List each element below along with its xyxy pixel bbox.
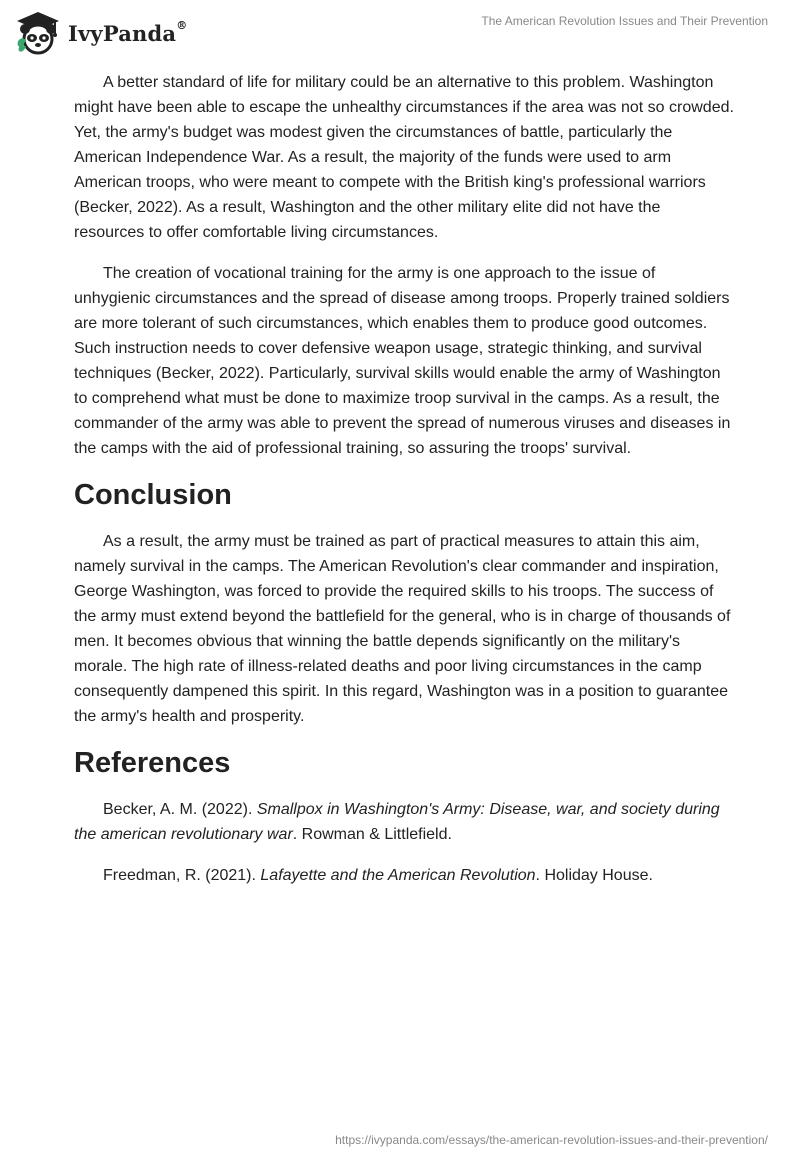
body-paragraph: A better standard of life for military could be an alternative to this problem. Washington might have been able to escape the unhealthy circumstances if the area was not so crowded. Yet, the army's budget was modest given the circumstances of battle, particularly the American Independence War. As a result, the majority of the funds were used to arm American troops, who were meant to compete with the British king's professional warriors (Becker, 2022). As a result, Washington and the other military elite did not have the resources to offer comfortable living circumstances. [74,74,734,241]
essay-content [74,70,734,904]
conclusion-paragraph: As a result, the army must be trained as part of practical measures to attain this aim, namely survival in the camps. The American Revolution's clear commander and inspiration, George Washington, was forced to provide the required skills to his troops. The success of the army must extend beyond the battlefield for the general, who is in charge of thousands of men. It becomes obvious that winning the battle depends significantly on the military's morale. The high rate of illness-related deaths and poor living circumstances in the camp consequently dampened this spirit. In this regard, Washington was in a position to guarantee the army's health and prosperity. [74,533,731,725]
document-title: The American Revolution Issues and Their Prevention [481,14,768,28]
ivypanda-logo[interactable] [14,8,214,58]
brand-name: IvyPanda® [68,18,188,46]
reference-item: Becker, A. M. (2022). Smallpox in Washington's Army: Disease, war, and society during the american revolutionary war. Rowman & Littlefield. [74,801,720,843]
panda-graduate-icon [14,10,62,56]
reference-item: Freedman, R. (2021). Lafayette and the American Revolution. Holiday House. [103,867,653,884]
page-header [0,0,800,60]
references-heading: References [74,747,231,779]
body-paragraph: The creation of vocational training for the army is one approach to the issue of unhygienic circumstances and the spread of disease among troops. Properly trained soldiers are more tolerant of such circumstances, which enables them to produce good outcomes. Such instruction needs to cover defensive weapon usage, strategic thinking, and survival techniques (Becker, 2022). Particularly, survival skills would enable the army of Washington to comprehend what must be done to maximize troop survival in the camps. As a result, the commander of the army was able to prevent the spread of numerous viruses and diseases in the camps with the aid of professional training, so assuring the troops' survival. [74,265,731,457]
registered-mark: ® [176,18,188,32]
source-url[interactable]: https://ivypanda.com/essays/the-american-revolution-issues-and-their-prevention/ [335,1133,768,1147]
conclusion-heading: Conclusion [74,479,232,511]
